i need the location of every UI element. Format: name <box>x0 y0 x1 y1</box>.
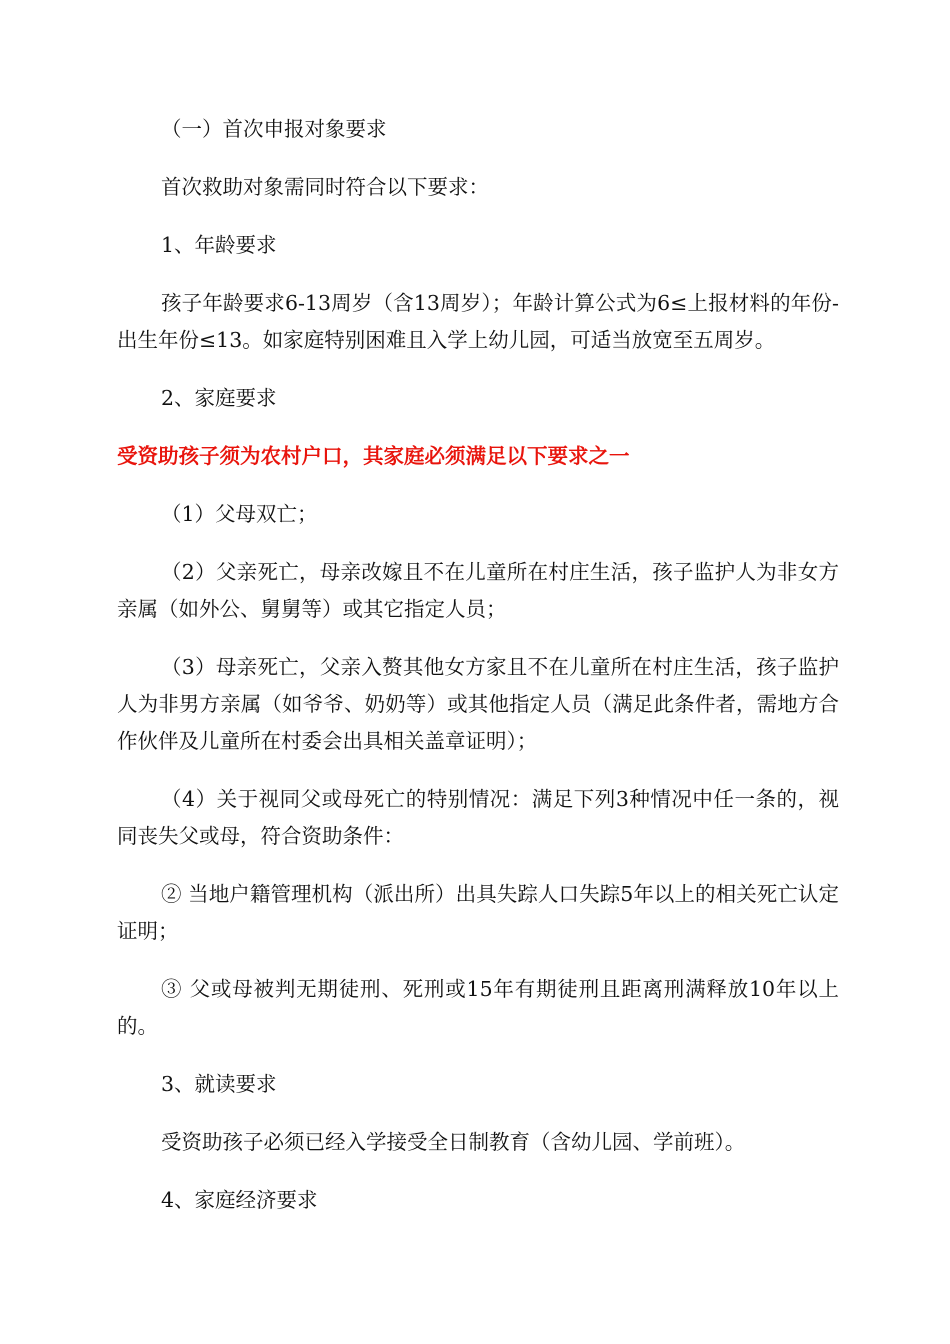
family-subitem-3: ③ 父或母被判无期徒刑、死刑或15年有期徒刑且距离刑满释放10年以上的。 <box>117 977 839 1038</box>
schooling-paragraph: 受资助孩子必须已经入学接受全日制教育（含幼儿园、学前班）。 <box>161 1130 746 1154</box>
family-heading: 2、家庭要求 <box>161 386 277 410</box>
family-item-1: （1）父母双亡； <box>161 502 318 526</box>
family-subitem-2: ② 当地户籍管理机构（派出所）出具失踪人口失踪5年以上的相关死亡认定证明； <box>117 882 839 943</box>
schooling-heading: 3、就读要求 <box>161 1072 277 1096</box>
intro-paragraph: 首次救助对象需同时符合以下要求： <box>161 175 489 199</box>
age-paragraph: 孩子年龄要求6-13周岁（含13周岁）；年龄计算公式为6≤上报材料的年份-出生年份≤13。如家庭特别困难且入学上幼儿园，可适当放宽至五周岁。 <box>117 291 839 352</box>
family-item-4: （4）关于视同父或母死亡的特别情况：满足下列3种情况中任一条的，视同丧失父或母，符合资助条件： <box>117 787 839 848</box>
economy-heading: 4、家庭经济要求 <box>161 1188 318 1212</box>
age-heading: 1、年龄要求 <box>161 233 277 257</box>
family-item-2: （2）父亲死亡，母亲改嫁且不在儿童所在村庄生活，孩子监护人为非女方亲属（如外公、舅舅等）或其它指定人员； <box>117 560 839 621</box>
family-highlight-text: 受资助孩子须为农村户口，其家庭必须满足以下要求之一 <box>117 444 630 468</box>
section-heading: （一）首次申报对象要求 <box>161 117 387 141</box>
document-page <box>117 111 839 1219</box>
family-item-3: （3）母亲死亡，父亲入赘其他女方家且不在儿童所在村庄生活，孩子监护人为非男方亲属（如爷爷、奶奶等）或其他指定人员（满足此条件者，需地方合作伙伴及儿童所在村委会出具相关盖章证明）； <box>117 655 839 753</box>
